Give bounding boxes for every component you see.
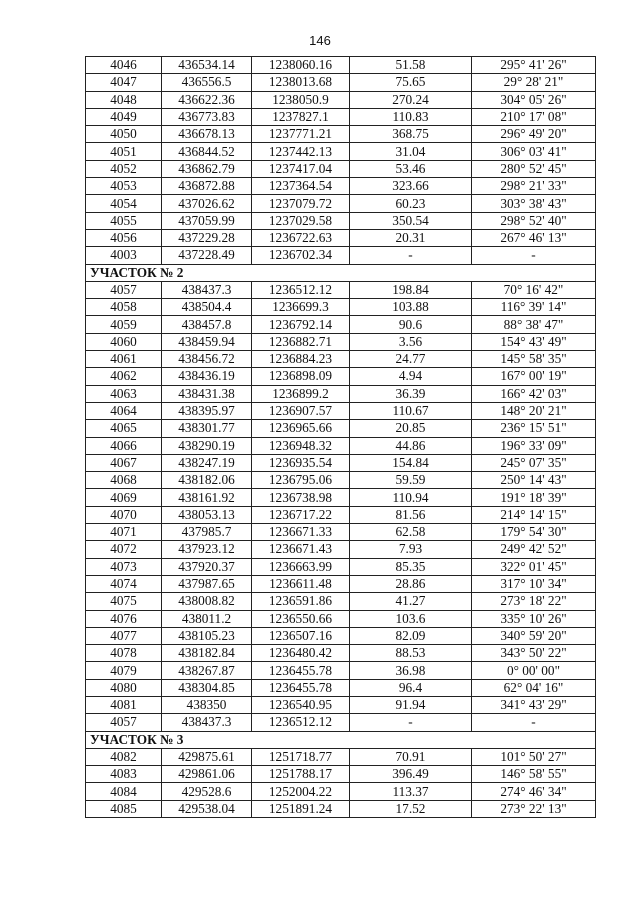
x-coordinate-cell: 437229.28 [162,229,252,246]
section-header-row [86,264,596,281]
table-row [86,593,596,610]
y-coordinate-cell: 1236935.54 [252,454,350,471]
distance-cell: 88.53 [350,645,472,662]
point-number-cell: 4071 [86,524,162,541]
point-number-cell: 4075 [86,593,162,610]
x-coordinate-cell: 438105.23 [162,627,252,644]
y-coordinate-cell: 1236948.32 [252,437,350,454]
x-coordinate-cell: 437026.62 [162,195,252,212]
x-coordinate-cell: 438431.38 [162,385,252,402]
bearing-cell: - [472,714,596,731]
distance-cell: 90.6 [350,316,472,333]
table-row [86,489,596,506]
distance-cell: 91.94 [350,696,472,713]
x-coordinate-cell: 438301.77 [162,420,252,437]
bearing-cell: 148° 20' 21" [472,402,596,419]
bearing-cell: 295° 41' 26" [472,57,596,74]
x-coordinate-cell: 438436.19 [162,368,252,385]
distance-cell: 96.4 [350,679,472,696]
x-coordinate-cell: 438504.4 [162,299,252,316]
y-coordinate-cell: 1236898.09 [252,368,350,385]
distance-cell: 17.52 [350,800,472,817]
point-number-cell: 4061 [86,351,162,368]
point-number-cell: 4052 [86,160,162,177]
y-coordinate-cell: 1236899.2 [252,385,350,402]
point-number-cell: 4073 [86,558,162,575]
bearing-cell: 335° 10' 26" [472,610,596,627]
point-number-cell: 4063 [86,385,162,402]
section-title: УЧАСТОК № 3 [86,731,596,748]
distance-cell: 7.93 [350,541,472,558]
y-coordinate-cell: 1237364.54 [252,178,350,195]
point-number-cell: 4085 [86,800,162,817]
bearing-cell: 146° 58' 55" [472,766,596,783]
distance-cell: 4.94 [350,368,472,385]
x-coordinate-cell: 436844.52 [162,143,252,160]
bearing-cell: - [472,247,596,264]
y-coordinate-cell: 1236591.86 [252,593,350,610]
table-row [86,558,596,575]
y-coordinate-cell: 1236512.12 [252,714,350,731]
table-row [86,333,596,350]
bearing-cell: 306° 03' 41" [472,143,596,160]
point-number-cell: 4047 [86,74,162,91]
y-coordinate-cell: 1237827.1 [252,108,350,125]
point-number-cell: 4066 [86,437,162,454]
table-row [86,368,596,385]
table-row [86,748,596,765]
bearing-cell: 280° 52' 45" [472,160,596,177]
bearing-cell: 341° 43' 29" [472,696,596,713]
bearing-cell: 340° 59' 20" [472,627,596,644]
distance-cell: - [350,714,472,731]
distance-cell: 60.23 [350,195,472,212]
y-coordinate-cell: 1236480.42 [252,645,350,662]
table-row [86,420,596,437]
y-coordinate-cell: 1251891.24 [252,800,350,817]
point-number-cell: 4074 [86,575,162,592]
x-coordinate-cell: 429875.61 [162,748,252,765]
y-coordinate-cell: 1252004.22 [252,783,350,800]
table-row [86,316,596,333]
distance-cell: 110.67 [350,402,472,419]
y-coordinate-cell: 1236884.23 [252,351,350,368]
bearing-cell: 166° 42' 03" [472,385,596,402]
section-header-row [86,731,596,748]
table-row [86,247,596,264]
bearing-cell: 191° 18' 39" [472,489,596,506]
bearing-cell: 101° 50' 27" [472,748,596,765]
point-number-cell: 4059 [86,316,162,333]
x-coordinate-cell: 438267.87 [162,662,252,679]
x-coordinate-cell: 437987.65 [162,575,252,592]
point-number-cell: 4053 [86,178,162,195]
bearing-cell: 317° 10' 34" [472,575,596,592]
distance-cell: 62.58 [350,524,472,541]
bearing-cell: 116° 39' 14" [472,299,596,316]
bearing-cell: 196° 33' 09" [472,437,596,454]
bearing-cell: 88° 38' 47" [472,316,596,333]
point-number-cell: 4051 [86,143,162,160]
bearing-cell: 70° 16' 42" [472,281,596,298]
point-number-cell: 4057 [86,281,162,298]
x-coordinate-cell: 438395.97 [162,402,252,419]
y-coordinate-cell: 1238050.9 [252,91,350,108]
bearing-cell: 245° 07' 35" [472,454,596,471]
bearing-cell: 145° 58' 35" [472,351,596,368]
distance-cell: 323.66 [350,178,472,195]
distance-cell: 28.86 [350,575,472,592]
table-row [86,541,596,558]
table-row [86,679,596,696]
distance-cell: 59.59 [350,472,472,489]
distance-cell: 82.09 [350,627,472,644]
bearing-cell: 343° 50' 22" [472,645,596,662]
distance-cell: 110.94 [350,489,472,506]
x-coordinate-cell: 437923.12 [162,541,252,558]
x-coordinate-cell: 438437.3 [162,714,252,731]
x-coordinate-cell: 437920.37 [162,558,252,575]
x-coordinate-cell: 438290.19 [162,437,252,454]
y-coordinate-cell: 1236671.33 [252,524,350,541]
x-coordinate-cell: 429861.06 [162,766,252,783]
y-coordinate-cell: 1238013.68 [252,74,350,91]
x-coordinate-cell: 438161.92 [162,489,252,506]
point-number-cell: 4062 [86,368,162,385]
y-coordinate-cell: 1236907.57 [252,402,350,419]
x-coordinate-cell: 436862.79 [162,160,252,177]
x-coordinate-cell: 436622.36 [162,91,252,108]
bearing-cell: 304° 05' 26" [472,91,596,108]
point-number-cell: 4081 [86,696,162,713]
x-coordinate-cell: 437059.99 [162,212,252,229]
distance-cell: 75.65 [350,74,472,91]
y-coordinate-cell: 1236455.78 [252,662,350,679]
y-coordinate-cell: 1236717.22 [252,506,350,523]
table-row [86,126,596,143]
table-row [86,610,596,627]
table-row [86,766,596,783]
bearing-cell: 179° 54' 30" [472,524,596,541]
distance-cell: 350.54 [350,212,472,229]
y-coordinate-cell: 1236540.95 [252,696,350,713]
point-number-cell: 4046 [86,57,162,74]
point-number-cell: 4082 [86,748,162,765]
y-coordinate-cell: 1236882.71 [252,333,350,350]
table-row [86,800,596,817]
distance-cell: 31.04 [350,143,472,160]
point-number-cell: 4067 [86,454,162,471]
y-coordinate-cell: 1236550.66 [252,610,350,627]
table-row [86,437,596,454]
point-number-cell: 4078 [86,645,162,662]
y-coordinate-cell: 1237417.04 [252,160,350,177]
bearing-cell: 296° 49' 20" [472,126,596,143]
distance-cell: 81.56 [350,506,472,523]
x-coordinate-cell: 438350 [162,696,252,713]
distance-cell: 85.35 [350,558,472,575]
coordinates-table-body [86,57,596,818]
table-row [86,454,596,471]
bearing-cell: 210° 17' 08" [472,108,596,125]
bearing-cell: 214° 14' 15" [472,506,596,523]
x-coordinate-cell: 438182.84 [162,645,252,662]
table-row [86,662,596,679]
bearing-cell: 250° 14' 43" [472,472,596,489]
point-number-cell: 4057 [86,714,162,731]
bearing-cell: 267° 46' 13" [472,229,596,246]
point-number-cell: 4065 [86,420,162,437]
table-row [86,351,596,368]
x-coordinate-cell: 436872.88 [162,178,252,195]
x-coordinate-cell: 429528.6 [162,783,252,800]
y-coordinate-cell: 1237771.21 [252,126,350,143]
table-row [86,143,596,160]
point-number-cell: 4055 [86,212,162,229]
distance-cell: 3.56 [350,333,472,350]
table-row [86,91,596,108]
bearing-cell: 322° 01' 45" [472,558,596,575]
distance-cell: 113.37 [350,783,472,800]
table-row [86,108,596,125]
y-coordinate-cell: 1236699.3 [252,299,350,316]
distance-cell: 103.6 [350,610,472,627]
distance-cell: 53.46 [350,160,472,177]
x-coordinate-cell: 438304.85 [162,679,252,696]
distance-cell: 154.84 [350,454,472,471]
point-number-cell: 4048 [86,91,162,108]
distance-cell: 51.58 [350,57,472,74]
y-coordinate-cell: 1236663.99 [252,558,350,575]
table-row [86,714,596,731]
x-coordinate-cell: 437985.7 [162,524,252,541]
bearing-cell: 273° 18' 22" [472,593,596,610]
table-row [86,212,596,229]
x-coordinate-cell: 438011.2 [162,610,252,627]
point-number-cell: 4069 [86,489,162,506]
table-row [86,178,596,195]
y-coordinate-cell: 1236738.98 [252,489,350,506]
x-coordinate-cell: 438008.82 [162,593,252,610]
point-number-cell: 4060 [86,333,162,350]
y-coordinate-cell: 1236507.16 [252,627,350,644]
y-coordinate-cell: 1236722.63 [252,229,350,246]
point-number-cell: 4077 [86,627,162,644]
y-coordinate-cell: 1251788.17 [252,766,350,783]
table-row [86,299,596,316]
y-coordinate-cell: 1236455.78 [252,679,350,696]
point-number-cell: 4064 [86,402,162,419]
bearing-cell: 154° 43' 49" [472,333,596,350]
table-row [86,783,596,800]
y-coordinate-cell: 1236512.12 [252,281,350,298]
bearing-cell: 273° 22' 13" [472,800,596,817]
point-number-cell: 4080 [86,679,162,696]
table-row [86,229,596,246]
distance-cell: 44.86 [350,437,472,454]
point-number-cell: 4084 [86,783,162,800]
x-coordinate-cell: 438456.72 [162,351,252,368]
table-row [86,160,596,177]
x-coordinate-cell: 436534.14 [162,57,252,74]
coordinates-table [85,56,596,818]
point-number-cell: 4050 [86,126,162,143]
point-number-cell: 4070 [86,506,162,523]
y-coordinate-cell: 1236792.14 [252,316,350,333]
distance-cell: 70.91 [350,748,472,765]
bearing-cell: 298° 52' 40" [472,212,596,229]
bearing-cell: 298° 21' 33" [472,178,596,195]
point-number-cell: 4083 [86,766,162,783]
y-coordinate-cell: 1237442.13 [252,143,350,160]
table-row [86,57,596,74]
distance-cell: 36.98 [350,662,472,679]
point-number-cell: 4054 [86,195,162,212]
x-coordinate-cell: 436556.5 [162,74,252,91]
distance-cell: 198.84 [350,281,472,298]
section-title: УЧАСТОК № 2 [86,264,596,281]
table-row [86,627,596,644]
distance-cell: 20.31 [350,229,472,246]
y-coordinate-cell: 1237029.58 [252,212,350,229]
table-row [86,696,596,713]
bearing-cell: 274° 46' 34" [472,783,596,800]
table-row [86,281,596,298]
point-number-cell: 4072 [86,541,162,558]
x-coordinate-cell: 438182.06 [162,472,252,489]
bearing-cell: 167° 00' 19" [472,368,596,385]
page-number: 146 [309,33,331,48]
x-coordinate-cell: 438459.94 [162,333,252,350]
x-coordinate-cell: 437228.49 [162,247,252,264]
y-coordinate-cell: 1236671.43 [252,541,350,558]
distance-cell: 36.39 [350,385,472,402]
point-number-cell: 4049 [86,108,162,125]
y-coordinate-cell: 1238060.16 [252,57,350,74]
bearing-cell: 0° 00' 00" [472,662,596,679]
x-coordinate-cell: 438457.8 [162,316,252,333]
x-coordinate-cell: 436678.13 [162,126,252,143]
y-coordinate-cell: 1251718.77 [252,748,350,765]
point-number-cell: 4058 [86,299,162,316]
y-coordinate-cell: 1237079.72 [252,195,350,212]
y-coordinate-cell: 1236965.66 [252,420,350,437]
table-row [86,385,596,402]
table-row [86,524,596,541]
table-row [86,195,596,212]
x-coordinate-cell: 429538.04 [162,800,252,817]
distance-cell: 368.75 [350,126,472,143]
bearing-cell: 303° 38' 43" [472,195,596,212]
table-row [86,506,596,523]
point-number-cell: 4079 [86,662,162,679]
table-row [86,402,596,419]
x-coordinate-cell: 438247.19 [162,454,252,471]
x-coordinate-cell: 438053.13 [162,506,252,523]
table-row [86,645,596,662]
table-row [86,472,596,489]
y-coordinate-cell: 1236611.48 [252,575,350,592]
bearing-cell: 29° 28' 21" [472,74,596,91]
distance-cell: - [350,247,472,264]
table-row [86,575,596,592]
distance-cell: 20.85 [350,420,472,437]
bearing-cell: 236° 15' 51" [472,420,596,437]
distance-cell: 110.83 [350,108,472,125]
point-number-cell: 4056 [86,229,162,246]
distance-cell: 41.27 [350,593,472,610]
table-row [86,74,596,91]
y-coordinate-cell: 1236795.06 [252,472,350,489]
y-coordinate-cell: 1236702.34 [252,247,350,264]
distance-cell: 103.88 [350,299,472,316]
distance-cell: 396.49 [350,766,472,783]
x-coordinate-cell: 436773.83 [162,108,252,125]
point-number-cell: 4003 [86,247,162,264]
distance-cell: 24.77 [350,351,472,368]
bearing-cell: 62° 04' 16" [472,679,596,696]
point-number-cell: 4068 [86,472,162,489]
bearing-cell: 249° 42' 52" [472,541,596,558]
x-coordinate-cell: 438437.3 [162,281,252,298]
distance-cell: 270.24 [350,91,472,108]
point-number-cell: 4076 [86,610,162,627]
